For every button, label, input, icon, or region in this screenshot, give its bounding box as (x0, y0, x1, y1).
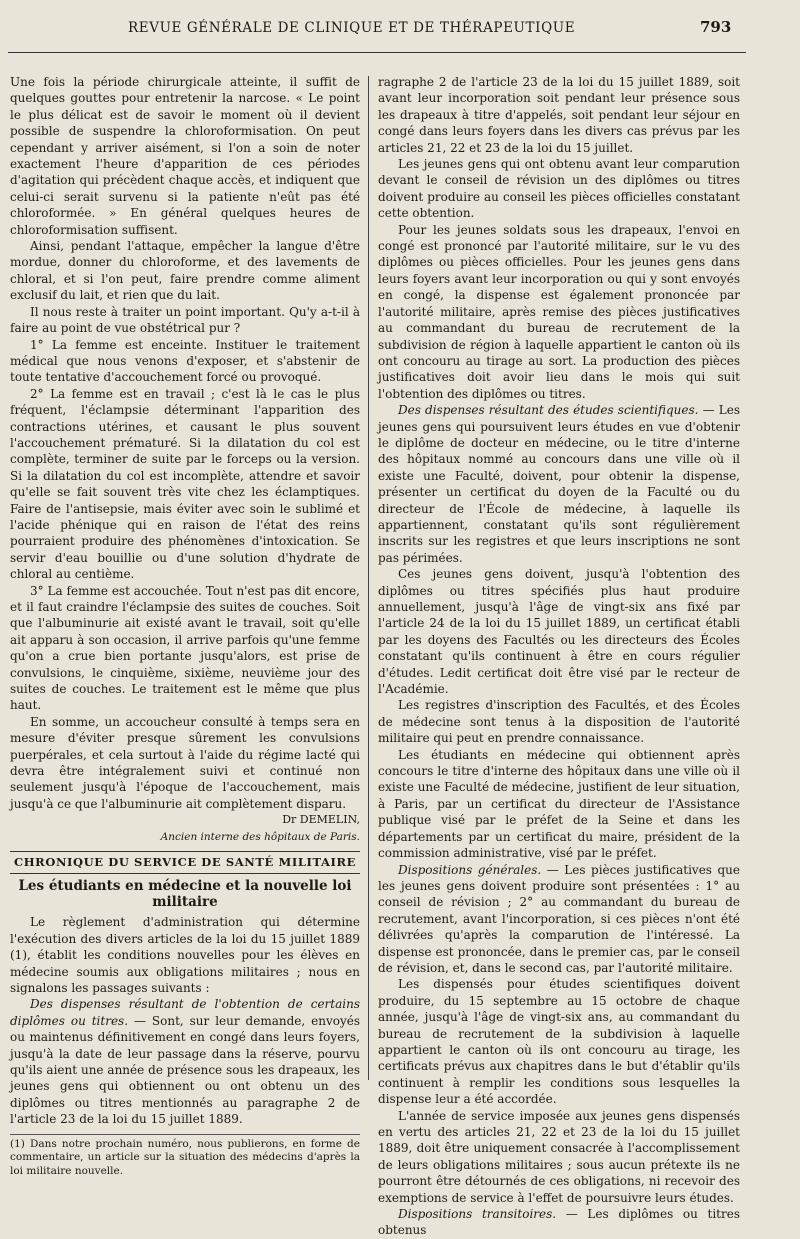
paragraph: ragraphe 2 de l'article 23 de la loi du 15 juillet 1889, soit avant leur incorporation soit pendant leur présence sous les drapeaux à titre d'appelés, soit pendant leur séjour en congé dans leurs foyers dans les divers cas prévus par les articles 21, 22 et 23 de la loi du 15 juillet. (378, 75, 740, 155)
subheading-italic: Des dispenses résultant des études scientifiques. (398, 403, 699, 418)
right-column (378, 74, 741, 1238)
paragraph: Les dispensés pour études scientifiques doivent produire, du 15 septembre au 15 octobre de chaque année, jusqu'à l'âge de vingt-six ans, au commandant du bureau de recrutement de la subdivision à laquelle appartient le canton où ils ont concouru au tirage, les certificats prévus aux chapitres dans le but d'établir qu'ils continuent à remplir les conditions sous lesquelles la dispense leur a été accordée. (378, 977, 740, 1107)
running-header (0, 14, 800, 46)
paragraph: Les étudiants en médecine qui obtiennent après concours le titre d'interne des hôpitaux dans une ville où il existe une Faculté de médecine, justifient de leur situation, à Paris, par un certificat du directeur de l'Assistance publique visé par le préfet de la Seine et dans les départements par un certificat du maire, président de la commission administrative, visé par le préfet. (378, 747, 740, 861)
footnote: (1) Dans notre prochain numéro, nous publierons, en forme de commentaire, un article sur la situation des médecins d'après la loi militaire nouvelle. (10, 1134, 360, 1179)
paragraph: 2° La femme est en travail ; c'est là le cas le plus fréquent, l'éclampsie déterminant l'apparition des contractions utérines, et causant le plus souvent l'accouchement prématuré. Si la dilatation du col est complète, terminer de suite par le forceps ou la version. Si la dilatation du col est incomplète, attendre et savoir qu'elle se fait souvent très vite chez les éclamptiques. Faire de l'antisepsie, mais éviter avec soin le sublimé et l'acide phénique qui en raison de l'état des reins pourraient produire des phénomènes d'intoxication. Se servir d'eau bouillie ou d'une solution d'hydrate de chloral au centième. (10, 386, 360, 582)
paragraph: Une fois la période chirurgicale atteinte, il suffit de quelques gouttes pour entretenir la narcose. « Le point le plus délicat est de savoir le moment où il devient possible de suspendre la chloroformisation. On peut cependant y arriver aisément, si l'on a soin de noter exactement l'heure d'apparition de ces périodes d'agitation qui précèdent chaque accès, et indiquent que celui-ci serait survenu si la patiente n'eût pas été chloroformée. » En général quelques heures de chloroformisation suffisent. (10, 75, 360, 237)
paragraph: Le règlement d'administration qui détermine l'exécution des divers articles de la loi du 15 juillet 1889 (1), établit les conditions nouvelles pour les élèves en médecine soumis aux obligations militaires ; nous en signalons les passages suivants : (10, 915, 360, 995)
paragraph-text: — Sont, sur leur demande, envoyés ou maintenus définitivement en congé dans leurs foyers, jusqu'à la date de leur passage dans la réserve, pourvu qu'ils aient une année de présence sous les drapeaux, les jeunes gens qui obtiennent ou ont obtenu un des diplômes ou titres mentionnés au paragraphe 2 de l'article 23 de la loi du 15 juillet 1889. (10, 1013, 360, 1127)
left-column (10, 74, 360, 1177)
running-title: REVUE GÉNÉRALE DE CLINIQUE ET DE THÉRAPEUTIQUE (128, 20, 576, 36)
paragraph (378, 862, 740, 977)
paragraph: 3° La femme est accouchée. Tout n'est pas dit encore, et il faut craindre l'éclampsie des suites de couches. Soit que l'albuminurie ait existé avant le travail, soit qu'elle ait apparu à son occasion, il arrive parfois qu'une femme qu'on a crue bien portante jusqu'alors, est prise de convulsions, le cinquième, sixième, neuvième jour des suites de couches. Le traitement est le même que plus haut. (10, 583, 360, 713)
paragraph: Ainsi, pendant l'attaque, empêcher la langue d'être mordue, donner du chloroforme, et des lavements de chloral, et si l'on peut, faire prendre comme aliment exclusif du lait, et rien que du lait. (10, 239, 360, 303)
paragraph (378, 1206, 740, 1239)
paragraph: 1° La femme est enceinte. Instituer le traitement médical que nous venons d'exposer, et s'abstenir de toute tentative d'accouchement forcé ou provoqué. (10, 337, 360, 385)
subheading-italic: Dispositions transitoires. (398, 1207, 557, 1222)
header-rule (8, 52, 746, 53)
paragraph (10, 996, 360, 1127)
section-heading: CHRONIQUE DU SERVICE DE SANTÉ MILITAIRE (10, 851, 360, 873)
page-number: 793 (700, 18, 732, 36)
article-title: Les étudiants en médecine et la nouvelle loi militaire (18, 877, 352, 910)
paragraph: Les registres d'inscription des Facultés, et des Écoles de médecine sont tenus à la disposition de l'autorité militaire qui peut en prendre connaissance. (378, 698, 740, 746)
column-divider (368, 76, 369, 1080)
paragraph: Il nous reste à traiter un point important. Qu'y a-t-il à faire au point de vue obstétrical pur ? (10, 304, 360, 336)
author-role: Ancien interne des hôpitaux de Paris. (160, 830, 360, 843)
paragraph-text: — Les diplômes ou titres obtenus (378, 1207, 740, 1238)
paragraph-text: — Les jeunes gens qui poursuivent leurs études en vue d'obtenir le diplôme de docteur en médecine, ou le titre d'interne des hôpitaux nommé au concours dans une ville où il existe une Faculté, doivent, pour obtenir la dispense, présenter un certificat du doyen de la Faculté ou du directeur de l'École de médecine, à laquelle ils appartiennent, constatant qu'ils sont régulièrement inscrits sur les registres et que leurs inscriptions ne sont pas périmées. (378, 403, 741, 565)
subheading-italic: Dispositions générales. (398, 862, 542, 877)
paragraph: Pour les jeunes soldats sous les drapeaux, l'envoi en congé est prononcé par l'autorité militaire, sur le vu des diplômes ou pièces officielles. Pour les jeunes gens dans leurs foyers avant leur incorporation ou qui y sont envoyés en congé, la dispense est également prononcée par l'autorité militaire, après remise des pièces justificatives au commandant du bureau de recrutement de la subdivision de région à laquelle appartient le canton où ils ont concouru au tirage au sort. La production des pièces justificatives doit avoir lieu dans le mois qui suit l'obtention des diplômes ou titres. (378, 222, 740, 401)
paragraph-text: — Les pièces justificatives que les jeunes gens doivent produire sont présentées : 1° au conseil de révision ; 2° au commandant du bureau de recrutement, avant l'incorporation, si ces pièces n'ont été délivrées qu'après la comparution de l'intéressé. La dispense est prononcée, dans le premier cas, par le conseil de révision, et, dans le second cas, par l'autorité militaire. (378, 862, 740, 975)
subheading-italic: Des dispenses résultant de l'obtention de certains diplômes ou titres. (10, 997, 360, 1028)
paragraph: L'année de service imposée aux jeunes gens dispensés en vertu des articles 21, 22 et 23 de la loi du 15 juillet 1889, doit être uniquement consacrée à l'accomplissement de leurs obligations militaires ; sous aucun prétexte ils ne pourront être détournés de ces obligations, ni recevoir des exemptions de service à l'effet de poursuivre leurs études. (378, 1108, 740, 1205)
paragraph: Les jeunes gens qui ont obtenu avant leur comparution devant le conseil de révision un des diplômes ou titres doivent produire au conseil les pièces officielles constatant cette obtention. (378, 157, 740, 221)
author-signature: Dr DEMELIN, (282, 813, 360, 827)
paragraph (378, 402, 740, 566)
paragraph: Ces jeunes gens doivent, jusqu'à l'obtention des diplômes ou titres spécifiés plus haut produire annuellement, jusqu'à l'âge de vingt-six ans fixé par l'article 24 de la loi du 15 juillet 1889, un certificat établi par les doyens des Facultés ou les directeurs des Écoles constatant qu'ils continuent à être en cours régulier d'études. Ledit certificat doit être visé par le recteur de l'Académie. (378, 567, 740, 697)
paragraph: En somme, un accoucheur consulté à temps sera en mesure d'éviter presque sûrement les convulsions puerpérales, et cela surtout à l'aide du régime lacté qui devra être intégralement suivi et continué non seulement jusqu'à l'époque de l'accouchement, mais jusqu'à ce que l'albuminurie ait complètement disparu. (10, 714, 360, 811)
